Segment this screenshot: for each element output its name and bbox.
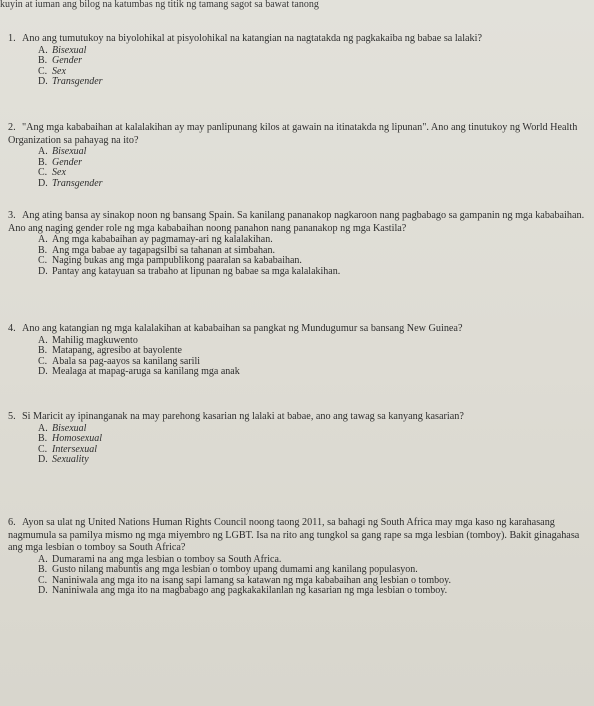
- option-b[interactable]: [8, 158, 588, 169]
- option-letter: D.: [38, 585, 48, 597]
- option-letter: B.: [38, 55, 48, 67]
- option-letter: D.: [38, 76, 48, 88]
- option-d[interactable]: [8, 77, 588, 88]
- options-list: [8, 147, 588, 189]
- option-b[interactable]: [8, 56, 588, 67]
- question-text: Ayon sa ulat ng United Nations Human Rights Council noong taong 2011, sa bahagi ng South Africa may mga kaso ng karahasang nagmumula sa pamilya mismo ng mga miyembro ng LGBT. Isa na rito ang tungkol sa gang rape sa mga lesbian (tomboy). Bakit ginagahasa ang mga lesbian o tomboy sa South Africa?: [8, 517, 580, 553]
- options-list: [8, 555, 588, 597]
- option-text: Homosexual: [52, 433, 102, 445]
- option-text: Bisexual: [52, 146, 87, 157]
- question-stem: [8, 210, 588, 235]
- option-letter: A.: [38, 553, 48, 565]
- option-d[interactable]: [8, 267, 588, 278]
- option-a[interactable]: [8, 46, 588, 57]
- question-text: Si Maricit ay ipinanganak na may parehong kasarian ng lalaki at babae, ano ang tawag sa kanyang kasarian?: [22, 411, 464, 422]
- option-letter: C.: [38, 355, 48, 367]
- question-6: [8, 517, 588, 597]
- option-letter: A.: [38, 422, 48, 434]
- options-list: [8, 235, 588, 277]
- question-2: [8, 122, 588, 189]
- option-text: Abala sa pag-aayos sa kanilang sarili: [52, 355, 201, 367]
- option-text: Sex: [52, 167, 66, 179]
- option-c[interactable]: [8, 445, 588, 456]
- option-a[interactable]: [8, 147, 588, 158]
- question-text: Ano ang tumutukoy na biyolohikal at pisyolohikal na katangian na nagtatakda ng pagkakaiba ng babae sa lalaki?: [22, 33, 482, 44]
- option-letter: D.: [38, 454, 48, 466]
- question-stem: [8, 411, 588, 424]
- option-letter: B.: [38, 244, 48, 256]
- question-number: 6.: [8, 517, 16, 528]
- question-number: 4.: [8, 323, 16, 334]
- question-number: 3.: [8, 210, 16, 221]
- question-stem: [8, 33, 588, 46]
- option-text: Matapang, agresibo at bayolente: [52, 345, 182, 357]
- option-letter: D.: [38, 177, 48, 189]
- question-5: [8, 411, 588, 466]
- option-text: Dumarami na ang mga lesbian o tomboy sa South Africa.: [52, 553, 282, 565]
- option-text: Sex: [52, 65, 66, 77]
- question-number: 1.: [8, 33, 16, 44]
- option-d[interactable]: [8, 179, 588, 190]
- option-letter: A.: [38, 234, 48, 245]
- options-list: [8, 336, 588, 378]
- option-text: Transgender: [52, 177, 103, 189]
- option-d[interactable]: [8, 367, 588, 378]
- option-letter: D.: [38, 265, 48, 277]
- option-text: Ang mga babae ay tagapagsilbi sa tahanan at simbahan.: [52, 244, 275, 256]
- question-4: [8, 323, 588, 378]
- question-number: 5.: [8, 411, 16, 422]
- instructions-line: kuyin at iuman ang bilog na katumbas ng titik ng tamang sagot sa bawat tanong: [0, 0, 319, 10]
- question-1: [8, 33, 588, 88]
- option-letter: D.: [38, 366, 48, 378]
- option-text: Ang mga kababaihan ay pagmamay-ari ng kalalakihan.: [52, 234, 273, 245]
- option-letter: C.: [38, 167, 48, 179]
- option-letter: A.: [38, 334, 48, 346]
- option-d[interactable]: [8, 455, 588, 466]
- question-stem: [8, 122, 588, 147]
- option-d[interactable]: [8, 586, 588, 597]
- option-text: Gender: [52, 55, 82, 67]
- option-text: Naging bukas ang mga pampublikong paaralan sa kababaihan.: [52, 255, 302, 267]
- option-letter: C.: [38, 65, 48, 77]
- question-stem: [8, 517, 588, 555]
- question-3: [8, 210, 588, 277]
- option-letter: B.: [38, 345, 48, 357]
- option-letter: A.: [38, 146, 48, 157]
- option-text: Intersexual: [52, 443, 97, 455]
- option-text: Mahilig magkuwento: [52, 334, 138, 346]
- option-text: Naniniwala ang mga ito na isang sapi lamang sa katawan ng mga kababaihan ang lesbian o tomboy.: [52, 574, 451, 586]
- option-text: Gender: [52, 156, 82, 168]
- options-list: [8, 46, 588, 88]
- question-text: Ano ang katangian ng mga kalalakihan at kababaihan sa pangkat ng Mundugumur sa bansang New Guinea?: [22, 323, 463, 334]
- option-letter: C.: [38, 443, 48, 455]
- option-text: Mealaga at mapag-aruga sa kanilang mga anak: [52, 366, 240, 378]
- option-letter: B.: [38, 564, 48, 576]
- options-list: [8, 424, 588, 466]
- question-text: Ang ating bansa ay sinakop noon ng bansang Spain. Sa kanilang pananakop nagkaroon nang pagbabago sa gampanin ng mga kababaihan. Ano ang naging gender role ng mga kababaihan noong panahon nang pananakop ng mga Kastila?: [8, 210, 585, 234]
- option-text: Sexuality: [52, 454, 89, 466]
- option-text: Bisexual: [52, 422, 87, 434]
- option-letter: B.: [38, 156, 48, 168]
- option-text: Gusto nilang mabuntis ang mga lesbian o tomboy upang dumami ang kanilang populasyon.: [52, 564, 418, 576]
- option-letter: C.: [38, 255, 48, 267]
- option-letter: B.: [38, 433, 48, 445]
- option-letter: C.: [38, 574, 48, 586]
- question-text: "Ang mga kababaihan at kalalakihan ay may panlipunang kilos at gawain na itinatakda ng lipunan". Ano ang tinutukoy ng World Health Organization sa pahayag na ito?: [8, 122, 578, 146]
- option-letter: A.: [38, 44, 48, 56]
- option-text: Transgender: [52, 76, 103, 88]
- option-text: Naniniwala ang mga ito na magbabago ang pagkakakilanlan ng kasarian ng mga lesbian o tomboy.: [52, 585, 448, 597]
- option-text: Bisexual: [52, 44, 87, 56]
- question-number: 2.: [8, 122, 16, 133]
- option-text: Pantay ang katayuan sa trabaho at lipunan ng babae sa mga kalalakihan.: [52, 265, 341, 277]
